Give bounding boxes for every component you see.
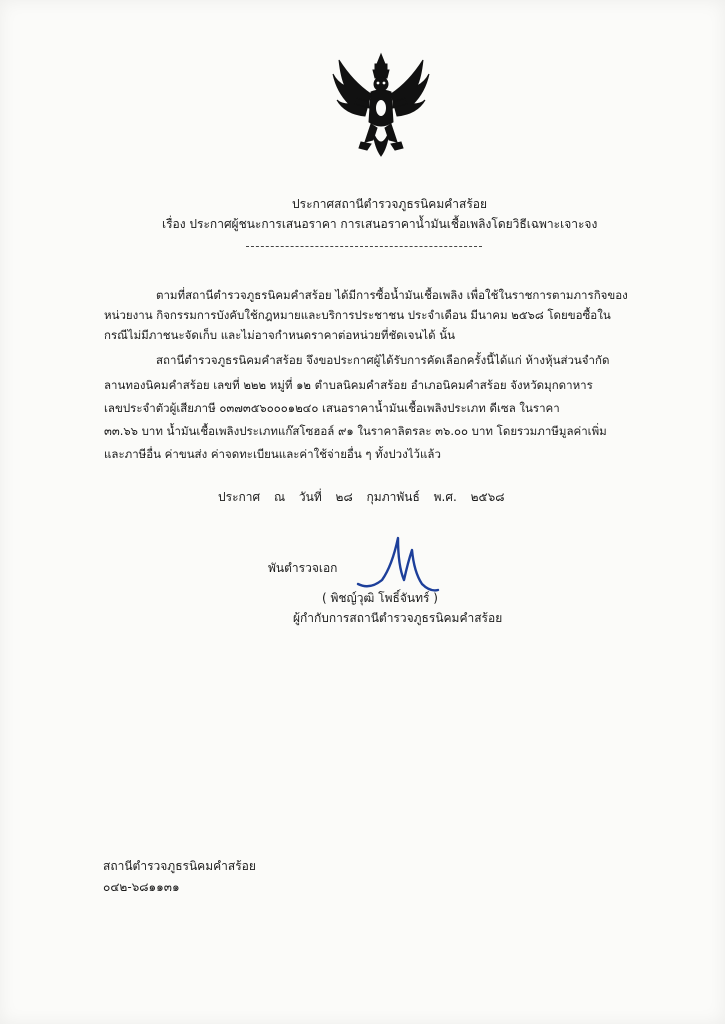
garuda-emblem-icon — [331, 52, 431, 164]
body-line-7: ๓๓.๖๖ บาท น้ำมันเชื้อเพลิงประเภทแก๊สโซฮอล์ ๙๑ ในราคาลิตรละ ๓๖.๐๐ บาท โดยรวมภาษีมูลค่าเพิ่ม — [104, 424, 607, 438]
body-line-8: และภาษีอื่น ค่าขนส่ง ค่าจดทะเบียนและค่าใช้จ่ายอื่น ๆ ทั้งปวงไว้แล้ว — [104, 447, 441, 461]
signer-rank: พันตำรวจเอก — [268, 561, 338, 575]
announcement-subject: เรื่อง ประกาศผู้ชนะการเสนอราคา การเสนอราคาน้ำมันเชื้อเพลิงโดยวิธีเฉพาะเจาะจง — [162, 217, 598, 231]
handwritten-signature — [352, 532, 442, 594]
body-line-4: สถานีตำรวจภูธรนิคมคำสร้อย จึงขอประกาศผู้ได้รับการคัดเลือกครั้งนี้ได้แก่ ห้างหุ้นส่วนจำกัด — [156, 353, 610, 367]
footer-phone-number: ๐๔๒-๖๘๑๑๓๑ — [103, 880, 180, 894]
body-line-1: ตามที่สถานีตำรวจภูธรนิคมคำสร้อย ได้มีการซื้อน้ำมันเชื้อเพลิง เพื่อใช้ในราชการตามภารกิจของ — [156, 288, 628, 302]
announcement-title: ประกาศสถานีตำรวจภูธรนิคมคำสร้อย — [292, 197, 487, 211]
title-divider — [246, 246, 482, 247]
announcement-date: ประกาศ ณ วันที่ ๒๘ กุมภาพันธ์ พ.ศ. ๒๕๖๘ — [218, 490, 505, 504]
signer-position: ผู้กำกับการสถานีตำรวจภูธรนิคมคำสร้อย — [293, 611, 503, 625]
body-line-5: ลานทองนิคมคำสร้อย เลขที่ ๒๒๒ หมู่ที่ ๑๒ ตำบลนิคมคำสร้อย อำเภอนิคมคำสร้อย จังหวัดมุกดาหาร — [104, 378, 593, 392]
footer-office-name: สถานีตำรวจภูธรนิคมคำสร้อย — [103, 859, 256, 873]
signer-name: ( พิชญ์วุฒิ โพธิ์จันทร์ ) — [322, 591, 438, 605]
body-line-3: กรณีไม่มีภาชนะจัดเก็บ และไม่อาจกำหนดราคาต่อหน่วยที่ชัดเจนได้ นั้น — [104, 328, 455, 342]
body-line-6: เลขประจำตัวผู้เสียภาษี ๐๓๗๓๕๖๐๐๐๑๒๔๐ เสนอราคาน้ำมันเชื้อเพลิงประเภท ดีเซล ในราคา — [104, 401, 560, 415]
body-line-2: หน่วยงาน กิจกรรมการบังคับใช้กฎหมายและบริการประชาชน ประจำเดือน มีนาคม ๒๕๖๘ โดยขอซื้อใน — [104, 308, 611, 322]
